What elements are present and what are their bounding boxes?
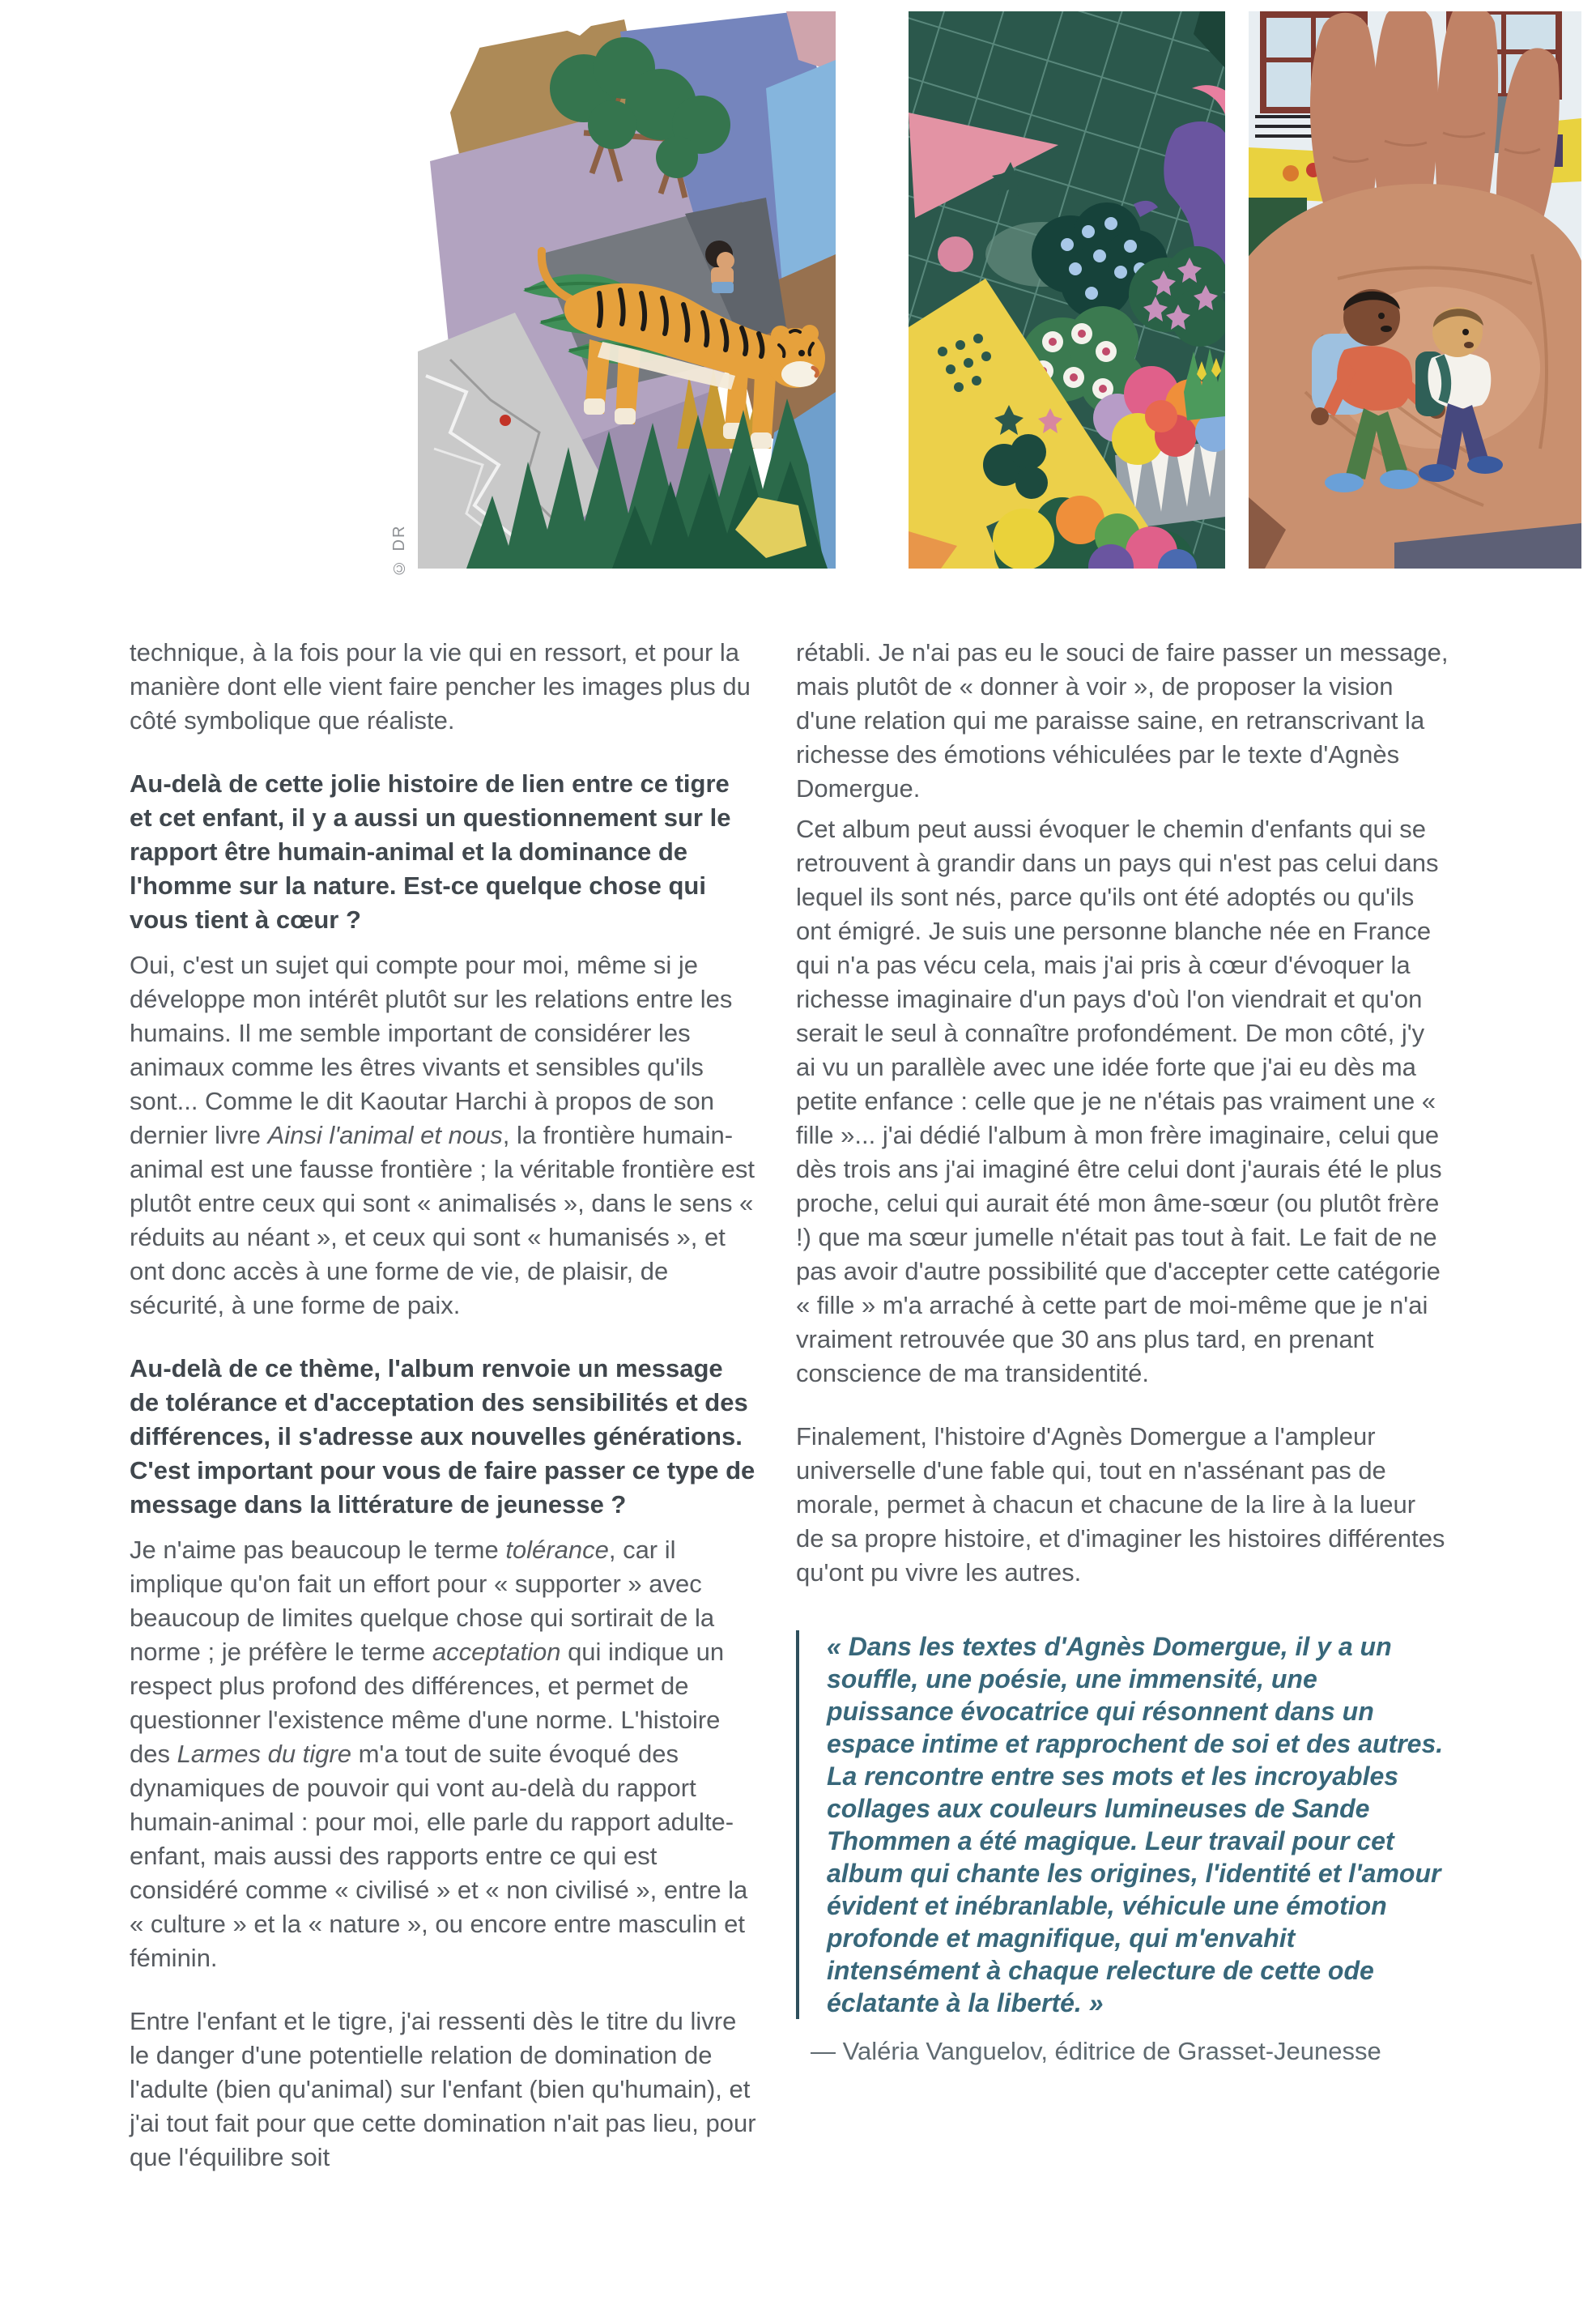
- paragraph-retabli: rétabli. Je n'ai pas eu le souci de faire passer un message, mais plutôt de « donner à voir », de proposer la vision d'une relation qui me paraisse saine, en retranscrivant la richesse des émotions véhiculées par le texte d'Agnès Domergue.: [796, 638, 1449, 803]
- interview-question-1: Au-delà de cette jolie histoire de lien entre ce tigre et cet enfant, il y a aussi un questionnement sur le rapport être humain-animal et la dominance de l'homme sur la nature. Est-ce quelque chose qui vous tient à cœur ?: [130, 769, 731, 934]
- article-left-column: [130, 636, 757, 2181]
- interview-answer-2: Je n'aime pas beaucoup le terme tolérance, car il implique qu'on fait un effort pour « supporter » avec beaucoup de limites quelque chose qui sortirait de la norme ; je préfère le terme acceptation qui indique un respect plus profond des différences, et permet de questionner l'existence même d'une norme. L'histoire des Larmes du tigre m'a tout de suite évoqué des dynamiques de pouvoir qui vont au-delà du rapport humain-animal : pour moi, elle parle du rapport adulte-enfant, mais aussi des rapports entre ce qui est considéré comme « civilisé » et « non civilisé », entre la « culture » et la « nature », ou encore entre masculin et féminin.: [130, 1536, 748, 1972]
- interview-question-2: Au-delà de ce thème, l'album renvoie un message de tolérance et d'acceptation des sensibilités et des différences, il s'adresse aux nouvelles générations. C'est important pour vous de faire passer ce type de message dans la littérature de jeunesse ?: [130, 1354, 755, 1519]
- hand-illustration: [1249, 11, 1581, 569]
- photo-cutting-mat-flowers: [909, 11, 1225, 569]
- paragraph-technique: technique, à la fois pour la vie qui en ressort, et pour la manière dont elle vient faire pencher les images plus du côté symbolique que réaliste.: [130, 638, 751, 735]
- pull-quote-attribution: — Valéria Vanguelov, éditrice de Grasset-Jeunesse: [811, 2037, 1381, 2065]
- photo-credit: © DR: [390, 524, 408, 577]
- tiger-collage-illustration: [418, 11, 836, 569]
- cutting-mat-illustration: [909, 11, 1225, 569]
- photo-hand-paper-children: [1249, 11, 1581, 569]
- article-right-column: [796, 636, 1450, 2068]
- pull-quote-text: « Dans les textes d'Agnès Domergue, il y a un souffle, une poésie, une immensité, une puissance évocatrice qui résonnent dans un espace intime et rapprochent de soi et des autres. La rencontre entre ses mots et les incroyables collages aux couleurs lumineuses de Sande Thommen a été magique. Leur travail pour cet album qui chante les origines, l'identité et l'amour évident et inébranlable, véhicule une émotion profonde et magnifique, qui m'envahit intensément à chaque relecture de cette ode éclatante à la liberté. »: [827, 1632, 1444, 2017]
- paragraph-finalement: Finalement, l'histoire d'Agnès Domergue a l'ampleur universelle d'une fable qui, tout en n'assénant pas de morale, permet à chacun et chacune de la lire à la lueur de sa propre histoire, et d'imaginer les histoires différentes qu'ont pu vivre les autres.: [796, 1422, 1445, 1587]
- pull-quote: [796, 1630, 1450, 2019]
- paragraph-cet-album: Cet album peut aussi évoquer le chemin d'enfants qui se retrouvent à grandir dans un pays qui n'est pas celui dans lequel ils sont nés, parce qu'ils ont été adoptés ou qu'ils ont émigré. Je suis une personne blanche née en France qui n'a pas vécu cela, mais j'ai pris à cœur d'évoquer la richesse imaginaire d'un pays d'où l'on viendrait et qu'on serait le seul à connaître profondément. De mon côté, j'y ai vu un parallèle avec une idée forte que j'ai eu dès ma petite enfance : celle que je ne n'étais pas vraiment une « fille »... j'ai dédié l'album à mon frère imaginaire, celui que dès trois ans j'ai imaginé être celui dont j'aurais été le plus proche, celui qui aurait été mon âme-sœur (ou plutôt frère !) que ma sœur jumelle n'était pas tout à fait. Le fait de ne pas avoir d'autre possibilité que d'accepter cette catégorie « fille » m'a arraché à cette part de moi-même que je n'ai vraiment retrouvée que 30 ans plus tard, en prenant conscience de ma transidentité.: [796, 815, 1442, 1387]
- photo-tiger-collage: [418, 11, 836, 569]
- interview-answer-1: Oui, c'est un sujet qui compte pour moi, même si je développe mon intérêt plutôt sur les relations entre les humains. Il me semble important de considérer les animaux comme les êtres vivants et sensibles qu'ils sont... Comme le dit Kaoutar Harchi à propos de son dernier livre Ainsi l'animal et nous, la frontière humain-animal est une fausse frontière ; la véritable frontière est plutôt entre ceux qui sont « animalisés », dans le sens « réduits au néant », et ceux qui sont « humanisés », et ont donc accès à une forme de vie, de plaisir, de sécurité, à une forme de paix.: [130, 951, 755, 1319]
- interview-answer-3: Entre l'enfant et le tigre, j'ai ressenti dès le titre du livre le danger d'une potentielle relation de domination de l'adulte (bien qu'animal) sur l'enfant (bien qu'humain), et j'ai tout fait pour que cette domination n'ait pas lieu, pour que l'équilibre soit: [130, 2007, 756, 2171]
